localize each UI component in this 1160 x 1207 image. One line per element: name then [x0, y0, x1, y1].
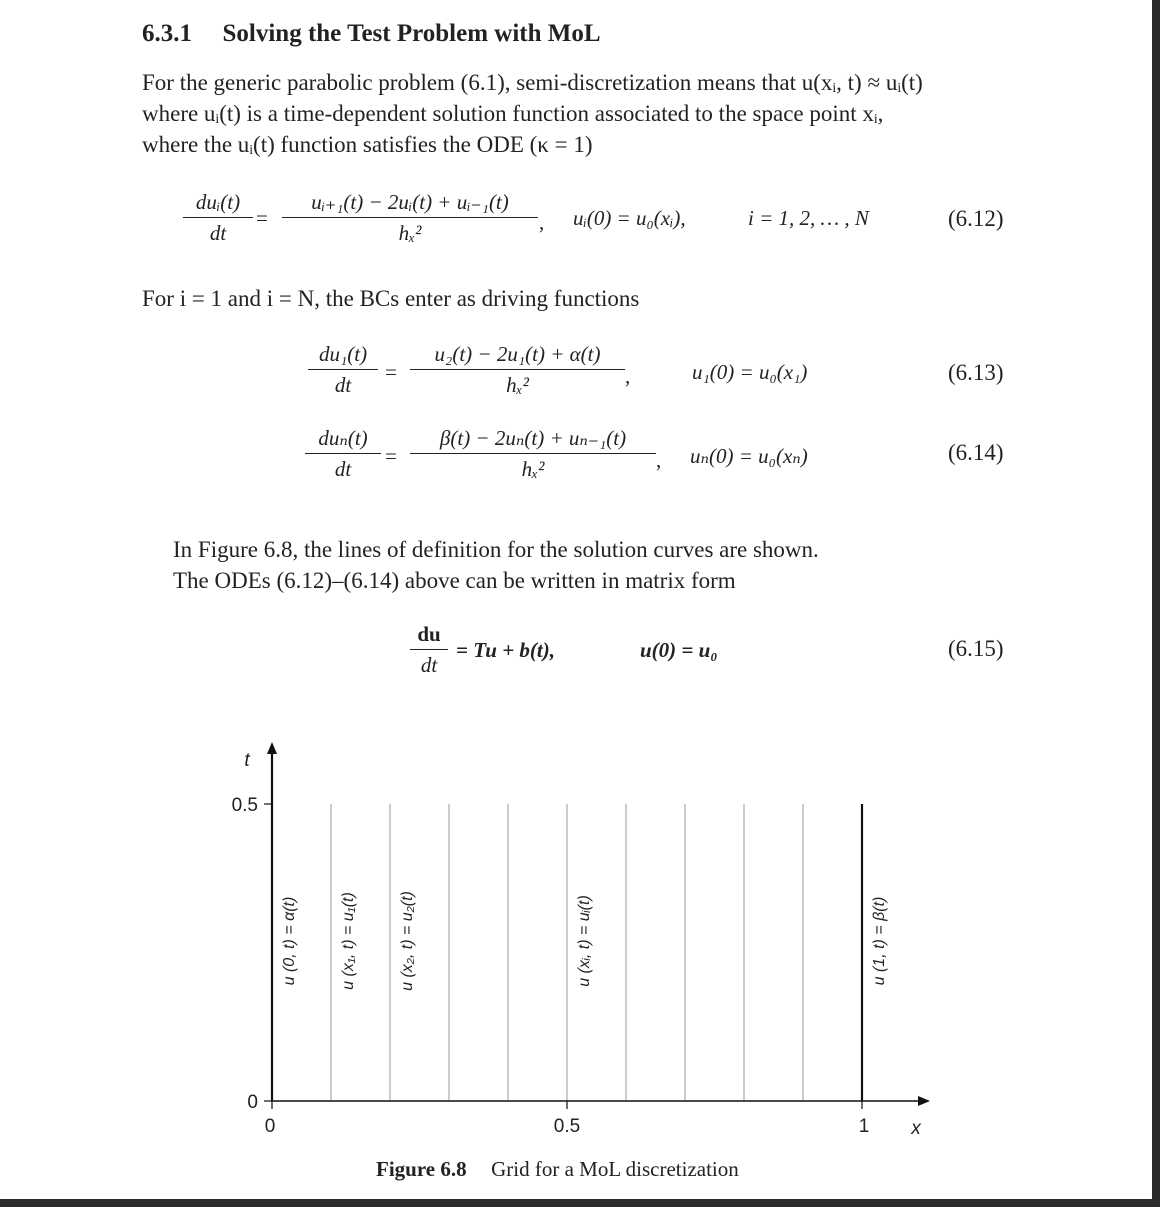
- y-axis-label: t: [244, 750, 250, 771]
- eq615-lhs-fraction: [410, 620, 448, 679]
- eq614-rhs-denominator: hₓ²: [521, 457, 545, 481]
- eq614-lhs-fraction: [305, 424, 381, 483]
- eq614-condition: uₙ(0) = u₀(xₙ): [690, 444, 808, 468]
- line-label-4: u (1, t) = β(t): [871, 896, 888, 986]
- section-heading: [142, 20, 601, 48]
- page: 6.3.1 Solving the Test Problem with MoL For the generic parabolic problem (6.1), semi-discretization means that u(xᵢ, t) ≈ uᵢ(t) where uᵢ(t) is a time-dependent solution function associated to the space point xᵢ, where the uᵢ(t) function satisfies the ODE (κ = 1) duᵢ(t) dt = uᵢ₊₁(t) − 2uᵢ(t) + uᵢ₋₁(t) hₓ² , uᵢ(0) = u₀(xᵢ), i = 1, 2, … , N (6.12) For i = 1 and i = N, the BCs enter as driving functions du₁(t) dt = u₂(t) − 2u₁(t) + α(t) hₓ² , u₁(0) = u₀(x₁) (6.13) duₙ(t) dt = β(t) − 2uₙ(t) + uₙ₋₁(t) hₓ² , uₙ(0) = u₀(xₙ) (6.14) In Figure 6.8, the lines of definition for the solution curves are shown. The ODEs (6.12)–(6.14) above can be written in matrix form du dt = Tu + b(t), u(0) = u₀ (6.15) 0 0.5 0 0.5 1 t x u (0, t) = α(t) u (x₁, t) = u₁(t) u (x₂, t) = u₂(t) u (xᵢ, t) = uᵢ(t) u (1, t) = β(t) Figure 6.8 Grid for a MoL discretization: [0, 0, 1152, 1199]
- t-axis-arrowhead: [267, 742, 277, 754]
- eq612-rhs-numerator: uᵢ₊₁(t) − 2uᵢ(t) + uᵢ₋₁(t): [311, 190, 509, 214]
- paragraph-2-line-2: The ODEs (6.12)–(6.14) above can be written in matrix form: [173, 568, 736, 593]
- eq613-lhs-fraction: [308, 340, 378, 399]
- paragraph-1-line-2: where uᵢ(t) is a time-dependent solution function associated to the space point xᵢ,: [142, 101, 884, 126]
- eq615-condition: u(0) = u₀: [640, 638, 718, 662]
- figure-caption: [376, 1157, 739, 1182]
- eq613-condition: u₁(0) = u₀(x₁): [692, 360, 808, 384]
- eq612-lhs-numerator: duᵢ(t): [195, 190, 241, 214]
- eq613-number: (6.13): [948, 360, 1004, 385]
- y-tick-label-0: 0: [247, 1092, 258, 1113]
- eq613-rhs-fraction: [410, 340, 625, 399]
- line-label-2: u (x₂, t) = u₂(t): [399, 891, 416, 991]
- eq614-rhs-numerator: β(t) − 2uₙ(t) + uₙ₋₁(t): [439, 426, 627, 450]
- x-tick-label-2: 1: [858, 1116, 870, 1137]
- eq615-lhs-numerator: du: [417, 622, 441, 646]
- eq612-lhs-denominator: dt: [209, 221, 227, 245]
- eq613-rhs-numerator: u₂(t) − 2u₁(t) + α(t): [434, 342, 601, 366]
- eq615-rhs: = Tu + b(t),: [456, 638, 555, 662]
- x-axis-arrowhead: [918, 1096, 930, 1106]
- eq614-lhs-numerator: duₙ(t): [318, 426, 368, 450]
- eq612-lhs-fraction: [183, 188, 253, 247]
- paragraph-1-line-1: For the generic parabolic problem (6.1), semi-discretization means that u(xᵢ, t) ≈ uᵢ(t): [142, 70, 923, 95]
- section-title: Solving the Test Problem with MoL: [222, 20, 601, 47]
- eq613-rhs-denominator: hₓ²: [506, 373, 529, 397]
- paragraph-2-line-1: In Figure 6.8, the lines of definition for the solution curves are shown.: [173, 537, 819, 562]
- eq612-condition: uᵢ(0) = u₀(xᵢ),: [573, 206, 686, 230]
- eq614-rhs-fraction: [410, 424, 656, 483]
- eq613-lhs-denominator: dt: [334, 373, 352, 397]
- eq614-number: (6.14): [948, 440, 1004, 465]
- section-number: 6.3.1: [142, 20, 192, 47]
- eq615-lhs-denominator: dt: [420, 653, 438, 677]
- x-tick-label-1: 0.5: [553, 1116, 581, 1137]
- eq613-lhs-numerator: du₁(t): [318, 342, 368, 366]
- line-label-0: u (0, t) = α(t): [281, 896, 298, 986]
- eq612-range: i = 1, 2, … , N: [748, 206, 869, 230]
- eq612-rhs-fraction: [282, 188, 538, 247]
- x-axis-label: x: [911, 1118, 921, 1139]
- figure-caption-text: Grid for a MoL discretization: [491, 1157, 739, 1181]
- bc-sentence: For i = 1 and i = N, the BCs enter as driving functions: [142, 286, 640, 311]
- eq614-lhs-denominator: dt: [334, 457, 352, 481]
- paragraph-1-line-3: where the uᵢ(t) function satisfies the ODE (κ = 1): [142, 132, 593, 157]
- figure-caption-label: Figure 6.8: [376, 1157, 467, 1181]
- x-tick-label-0: 0: [264, 1116, 276, 1137]
- y-tick-label-1: 0.5: [231, 795, 258, 816]
- eq612-rhs-denominator: hₓ²: [398, 221, 422, 245]
- eq615-number: (6.15): [948, 636, 1004, 661]
- mol-grid-figure: [0, 730, 1152, 1150]
- eq612-number: (6.12): [948, 206, 1004, 231]
- line-label-3: u (xᵢ, t) = uᵢ(t): [576, 895, 593, 987]
- eq612-equals: =: [256, 206, 268, 230]
- line-label-1: u (x₁, t) = u₁(t): [340, 892, 357, 990]
